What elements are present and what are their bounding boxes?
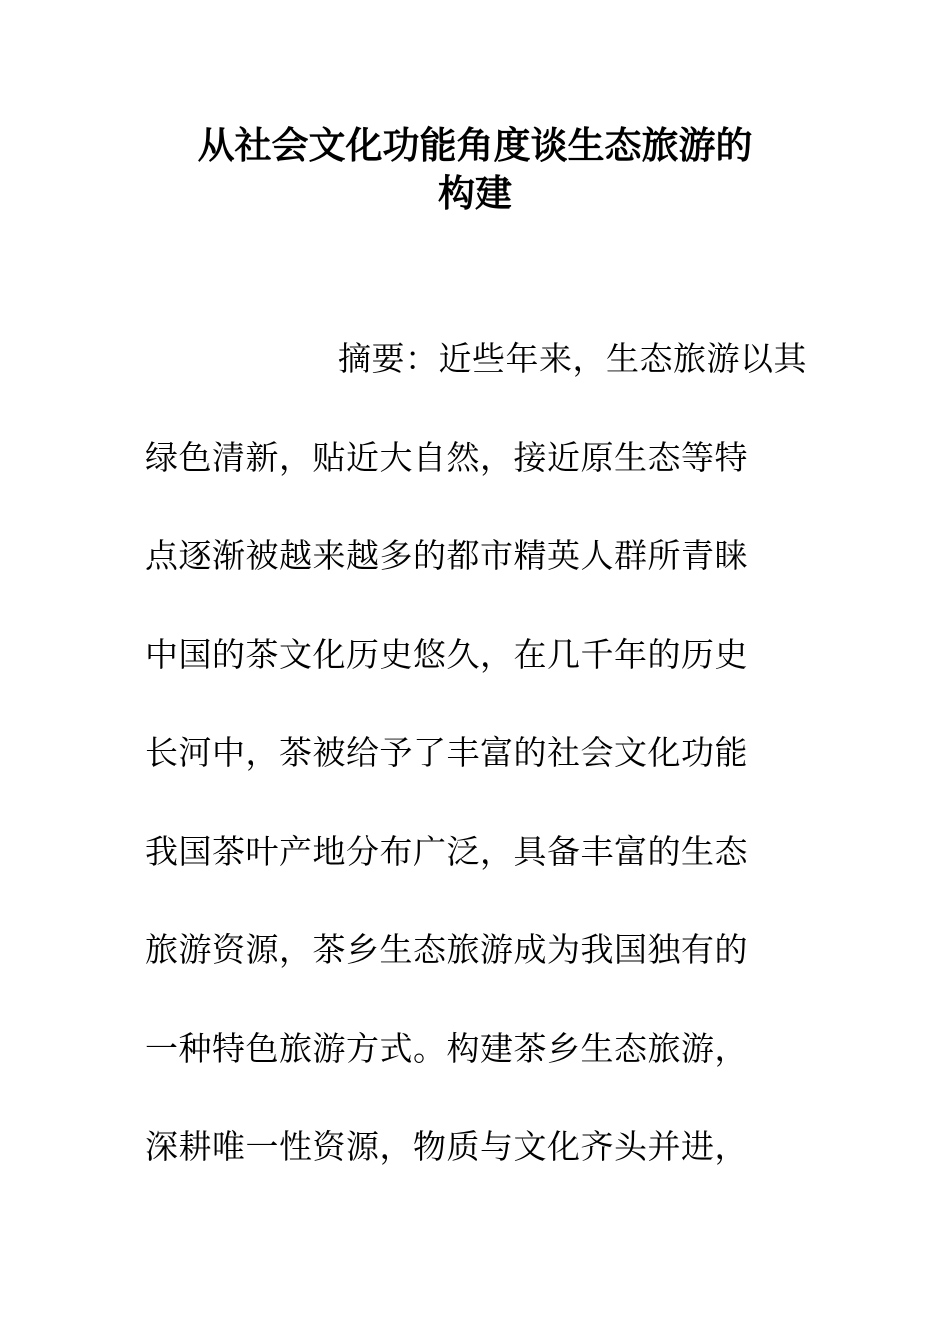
paragraph-line: 我国茶叶产地分布广泛，具备丰富的生态 bbox=[145, 831, 748, 871]
paragraph-line: 旅游资源，茶乡生态旅游成为我国独有的 bbox=[145, 930, 748, 969]
paragraph-line: 一种特色旅游方式。构建茶乡生态旅游， bbox=[145, 1028, 748, 1068]
paragraph-line: 长河中，茶被给予了丰富的社会文化功能 bbox=[145, 733, 748, 772]
title-line-1: 从社会文化功能角度谈生态旅游的 bbox=[197, 124, 753, 167]
abstract-paragraph bbox=[145, 310, 807, 1197]
paragraph-line: 中国的茶文化历史悠久，在几千年的历史 bbox=[145, 634, 748, 674]
paragraph-line: 深耕唯一性资源，物质与文化齐头并进， bbox=[145, 1127, 748, 1166]
title-line-2: 构建 bbox=[438, 172, 512, 215]
document-title bbox=[145, 122, 805, 218]
paragraph-line: 绿色清新，贴近大自然，接近原生态等特 bbox=[145, 437, 748, 477]
paragraph-line: 点逐渐被越来越多的都市精英人群所青睐 bbox=[145, 536, 748, 575]
paragraph-line: 摘要：近些年来，生态旅游以其 bbox=[338, 339, 807, 378]
